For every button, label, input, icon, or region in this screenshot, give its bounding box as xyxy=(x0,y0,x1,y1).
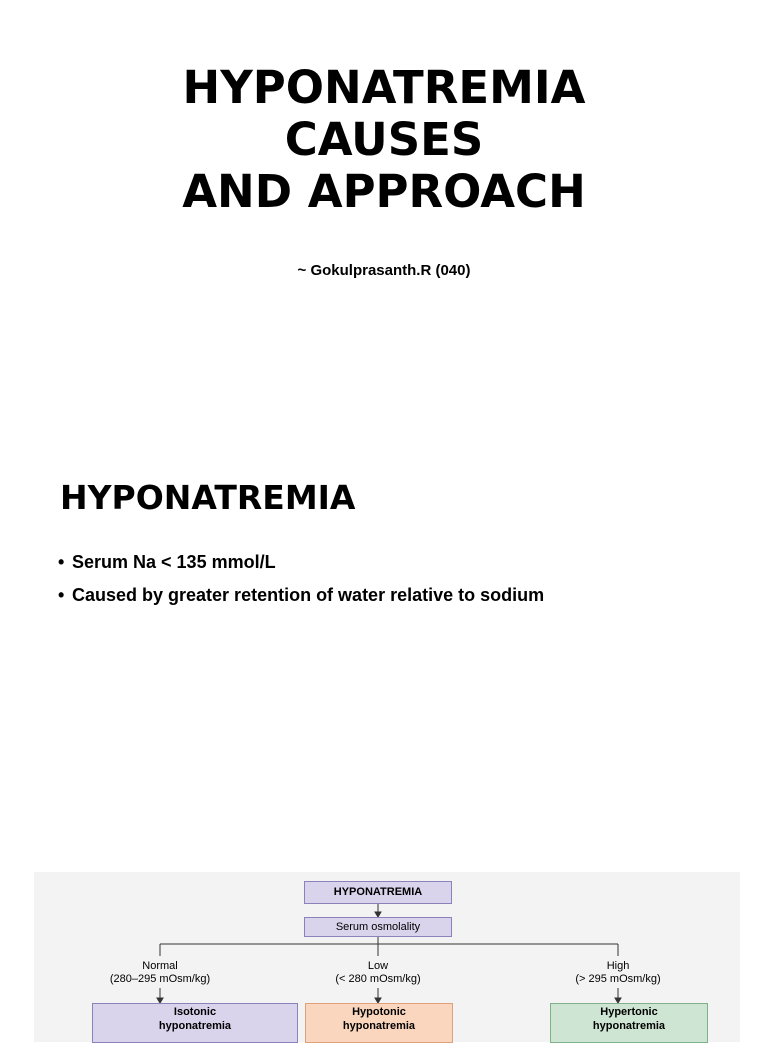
title-slide xyxy=(0,0,768,430)
flowchart-panel xyxy=(34,872,740,1042)
branch-low-range: (< 280 mOsm/kg) xyxy=(335,973,421,985)
bullet-icon: • xyxy=(58,552,65,572)
definition-slide xyxy=(0,430,768,860)
hypertonic-line-2: hyponatremia xyxy=(592,1020,666,1032)
bullet-text: Serum Na < 135 mmol/L xyxy=(72,552,276,572)
hypotonic-line-2: hyponatremia xyxy=(342,1020,416,1032)
bullet-item xyxy=(58,550,544,583)
hypotonic-box xyxy=(305,1003,453,1043)
bullet-icon: • xyxy=(58,585,65,605)
hypotonic-line-1: Hypotonic xyxy=(352,1006,406,1018)
author-line: ~ Gokulprasanth.R (040) xyxy=(297,262,471,279)
serum-osmolality-box: Serum osmolality xyxy=(304,917,452,937)
title-line-3: AND APPROACH xyxy=(182,165,586,218)
title-line-2: CAUSES xyxy=(284,113,484,166)
isotonic-box xyxy=(92,1003,298,1043)
bullet-item xyxy=(58,583,544,616)
isotonic-line-2: hyponatremia xyxy=(158,1020,232,1032)
branch-normal-label: Normal xyxy=(142,960,178,972)
branch-normal-range: (280–295 mOsm/kg) xyxy=(109,973,211,985)
branch-low-label: Low xyxy=(367,960,389,972)
bullet-text: Caused by greater retention of water relative to sodium xyxy=(72,585,545,605)
bullet-list xyxy=(58,550,544,616)
root-box: HYPONATREMIA xyxy=(304,881,452,904)
isotonic-line-1: Isotonic xyxy=(173,1006,217,1018)
flowchart-slide xyxy=(0,860,768,1032)
slide-heading: HYPONATREMIA xyxy=(60,478,356,517)
title-line-1: HYPONATREMIA xyxy=(182,61,586,114)
branch-high-range: (> 295 mOsm/kg) xyxy=(575,973,661,985)
hypertonic-box xyxy=(550,1003,708,1043)
slide-title xyxy=(0,62,768,218)
branch-high-label: High xyxy=(606,960,630,972)
hypertonic-line-1: Hypertonic xyxy=(600,1006,658,1018)
